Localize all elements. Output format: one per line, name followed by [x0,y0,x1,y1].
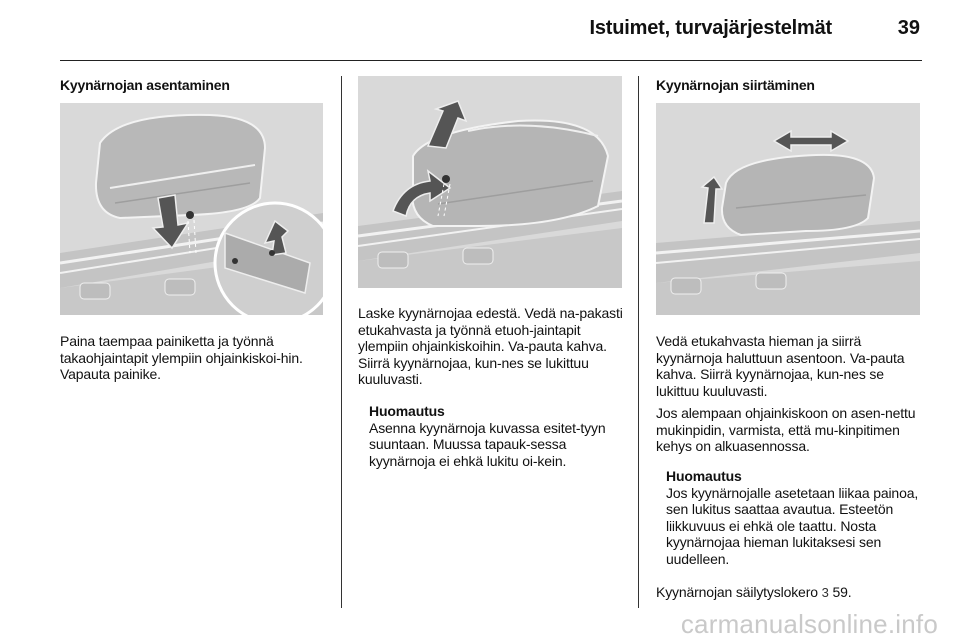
note-title: Huomautus [369,403,445,419]
note-orientation [369,403,627,469]
cross-reference-page[interactable]: 59. [832,584,852,600]
paragraph-install: Paina taempaa painiketta ja työnnä takaohjaintapit ylempiin ohjainkiskoi-hin. Vapauta painike. [60,333,303,383]
page-reference-arrow-icon: 3 [821,585,829,600]
section-heading-move: Kyynärnojan siirtäminen [656,77,815,93]
paragraph-lower: Laske kyynärnojaa edestä. Vedä na-pakasti etukahvasta ja työnnä etuoh-jaintapit ylempiin ohjainkiskoihin. Va-pauta kahva. Siirrä kyynärnojaa, kun-nes se lukittuu kuuluvasti. [358,305,623,388]
cross-reference[interactable] [656,584,924,602]
page-number: 39 [897,17,920,39]
cross-reference-text: Kyynärnojan säilytyslokero [656,584,818,600]
figure-armrest-install [60,103,323,315]
figure-armrest-lower [358,76,622,288]
note-title: Huomautus [666,468,742,484]
note-text: Asenna kyynärnoja kuvassa esitet-tyyn suuntaan. Muussa tapauk-sessa kyynärnoja ei ehkä lukitu oi-kein. [369,419,606,469]
chapter-title: Istuimet, turvajärjestelmät [589,17,832,39]
paragraph-cupholder: Jos alempaan ohjainkiskoon on asen-nettu mukinpidin, varmista, että mu-kinpitimen kehys on alkuasennossa. [656,405,916,455]
section-heading-install: Kyynärnojan asentaminen [60,77,230,93]
page-header [60,0,922,61]
note-weight [666,468,924,568]
note-text: Jos kyynärnojalle asetetaan liikaa painoa, sen lukitus saattaa avautua. Esteetön liikkuvuus ei ehkä ole taattu. Nosta kyynärnojaa hieman lukitaksesi sen uudelleen. [666,484,919,567]
figure-armrest-move [656,103,920,315]
watermark: carmanualsonline.info [680,609,938,639]
column-divider-2 [638,76,639,608]
column-divider-1 [341,76,342,608]
paragraph-move: Vedä etukahvasta hieman ja siirrä kyynärnoja haluttuun asentoon. Va-pauta kahva. Siirrä kyynärnojaa, kun-nes se lukittuu kuuluvasti. [656,333,905,399]
